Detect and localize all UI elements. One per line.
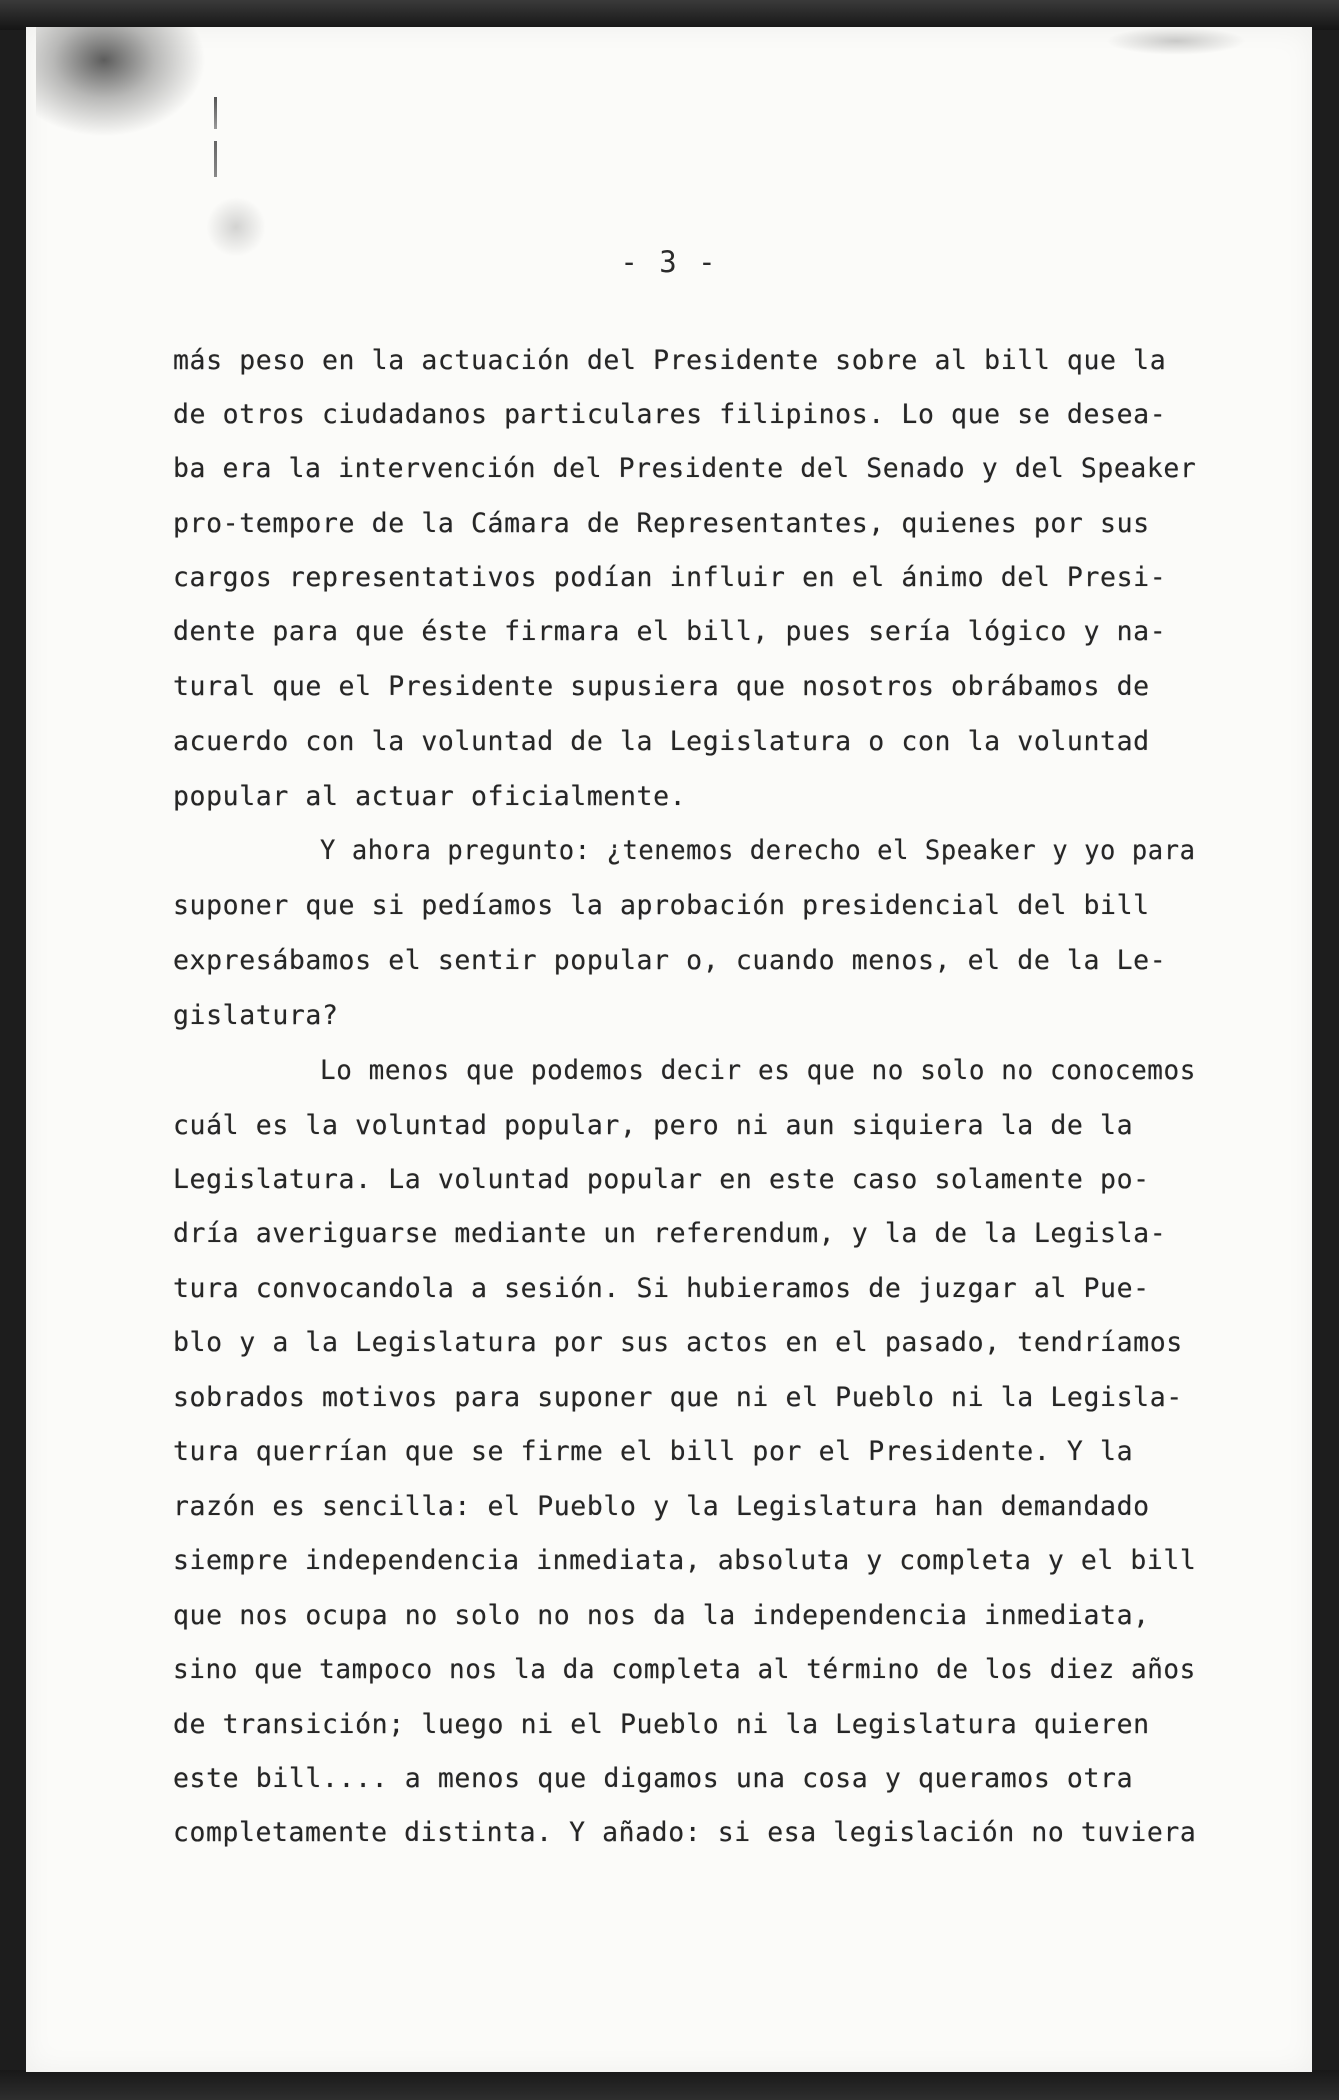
text-line: sobrados motivos para suponer que ni el Pueblo ni la Legisla- (173, 1382, 1183, 1413)
page-number: - 3 - (620, 245, 718, 279)
text-line: sino que tampoco nos la da completa al término de los diez años (173, 1654, 1196, 1685)
text-line: más peso en la actuación del Presidente sobre al bill que la (173, 345, 1167, 376)
ink-smudge (1106, 27, 1246, 55)
text-line: de otros ciudadanos particulares filipinos. Lo que se desea- (173, 399, 1167, 430)
margin-mark (214, 97, 217, 177)
text-line: Legislatura. La voluntad popular en este caso solamente po- (173, 1164, 1150, 1195)
text-line: popular al actuar oficialmente. (173, 781, 687, 812)
text-line: acuerdo con la voluntad de la Legislatura o con la voluntad (173, 726, 1150, 757)
text-line: tura convocandola a sesión. Si hubieramos de juzgar al Pue- (173, 1273, 1150, 1304)
document-page (26, 27, 1312, 2072)
text-line: pro-tempore de la Cámara de Representantes, quienes por sus (173, 508, 1150, 539)
text-line: gislatura? (173, 1000, 339, 1031)
text-line: tural que el Presidente supusiera que nosotros obrábamos de (173, 671, 1150, 702)
scan-frame-bottom (0, 2070, 1339, 2100)
text-line: suponer que si pedíamos la aprobación presidencial del bill (173, 890, 1150, 921)
ink-smudge (36, 27, 206, 137)
text-line: tura querrían que se firme el bill por el Presidente. Y la (173, 1436, 1134, 1467)
text-line: completamente distinta. Y añado: si esa legislación no tuviera (173, 1817, 1197, 1848)
text-line: dría averiguarse mediante un referendum, y la de la Legisla- (173, 1218, 1167, 1249)
text-line: este bill.... a menos que digamos una cosa y queramos otra (173, 1763, 1134, 1794)
text-line: cargos representativos podían influir en el ánimo del Presi- (173, 562, 1167, 593)
text-line: blo y a la Legislatura por sus actos en el pasado, tendríamos (173, 1327, 1183, 1358)
text-line: que nos ocupa no solo no nos da la independencia inmediata, (173, 1600, 1150, 1631)
text-line: ba era la intervención del Presidente del Senado y del Speaker (173, 453, 1197, 484)
text-line: dente para que éste firmara el bill, pues sería lógico y na- (173, 616, 1167, 647)
text-line: expresábamos el sentir popular o, cuando menos, el de la Le- (173, 945, 1167, 976)
text-line: Lo menos que podemos decir es que no solo no conocemos (320, 1055, 1196, 1086)
scan-frame-top (0, 0, 1339, 30)
text-line: razón es sencilla: el Pueblo y la Legislatura han demandado (173, 1491, 1150, 1522)
text-line: Y ahora pregunto: ¿tenemos derecho el Speaker y yo para (320, 835, 1196, 866)
text-line: siempre independencia inmediata, absoluta y completa y el bill (173, 1545, 1197, 1576)
text-line: cuál es la voluntad popular, pero ni aun siquiera la de la (173, 1110, 1134, 1141)
text-line: de transición; luego ni el Pueblo ni la Legislatura quieren (173, 1709, 1150, 1740)
